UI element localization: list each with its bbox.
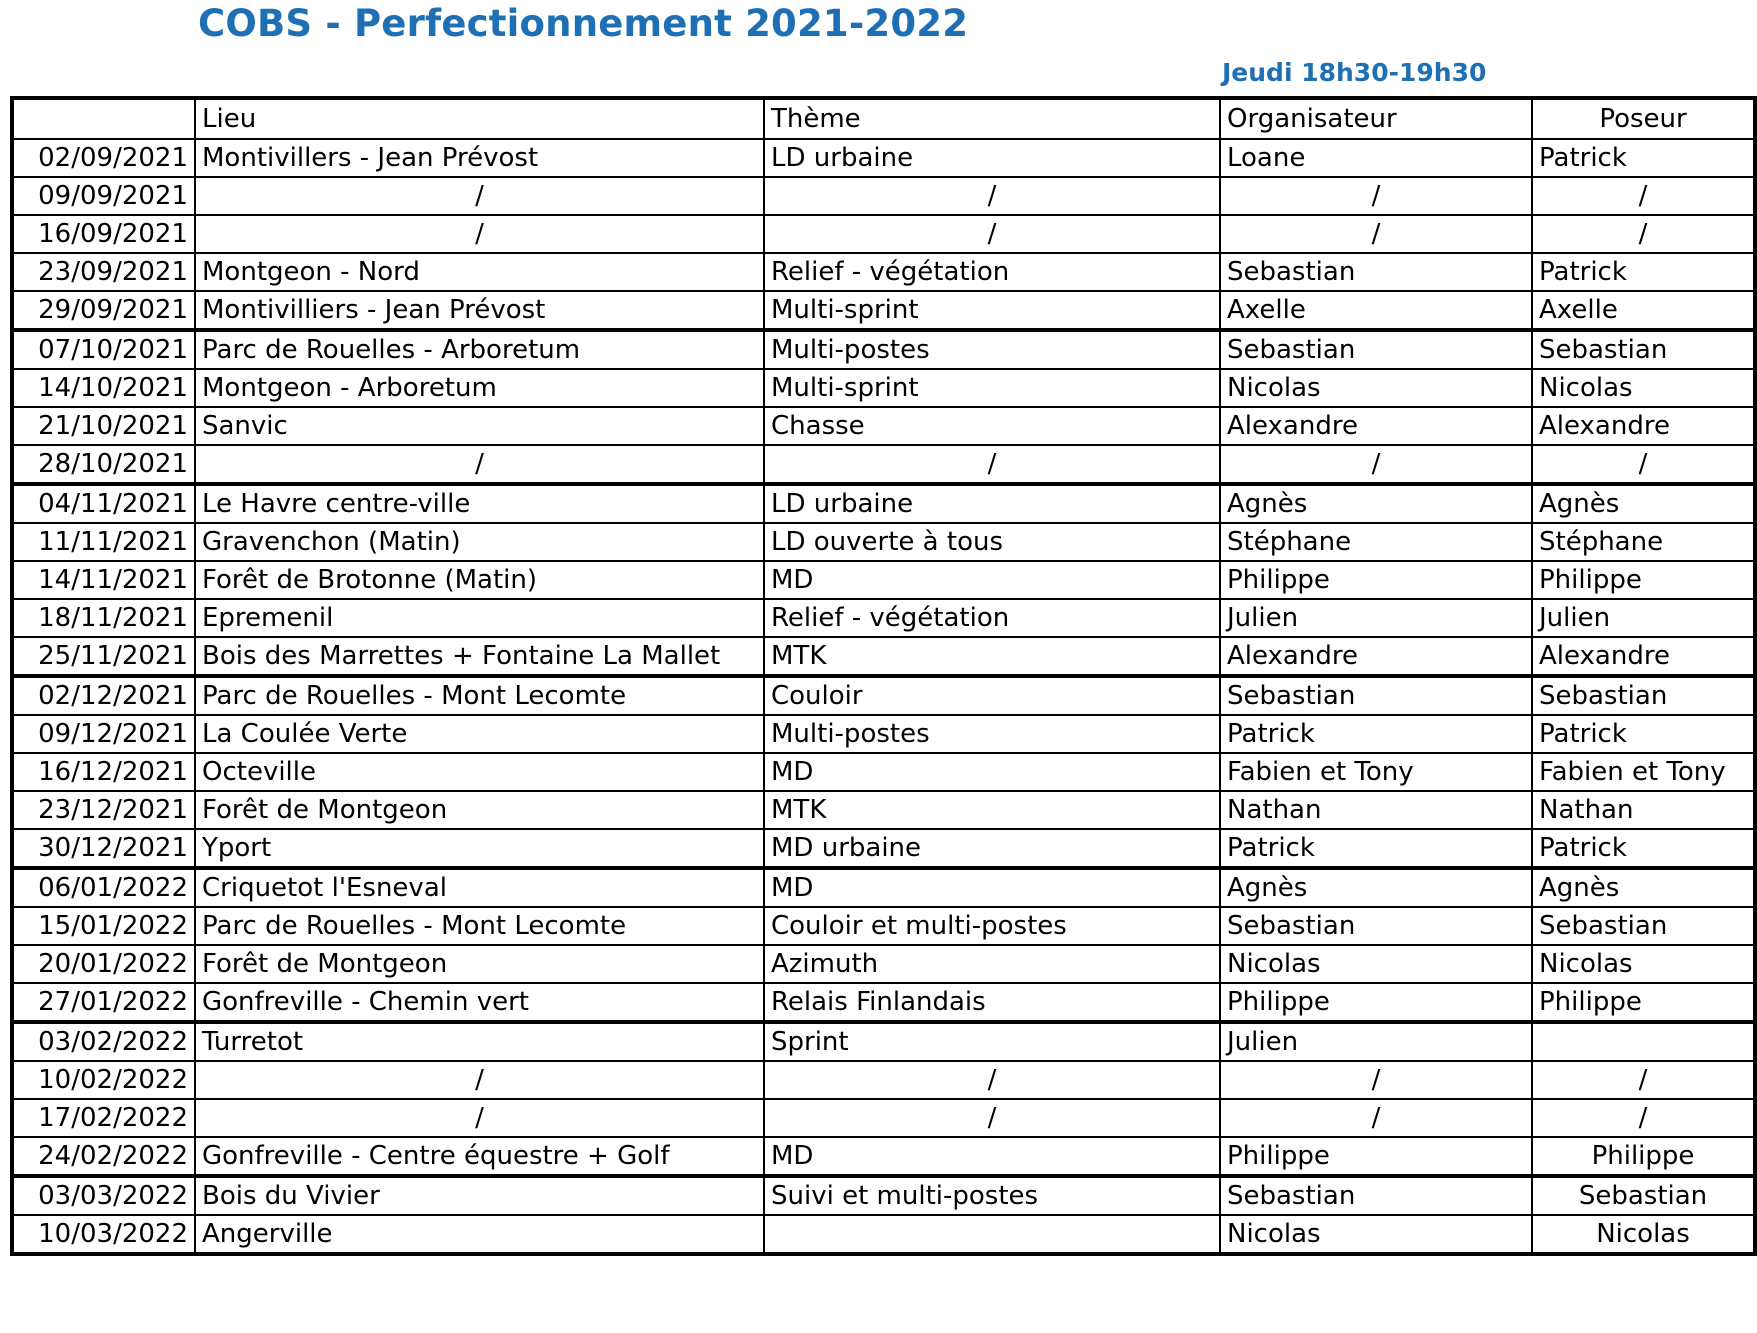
- organisateur-cell: Sebastian: [1220, 907, 1532, 945]
- poseur-cell: Sebastian: [1532, 1176, 1755, 1215]
- organisateur-cell: /: [1220, 1061, 1532, 1099]
- table-row: [12, 791, 1755, 829]
- lieu-cell: Criquetot l'Esneval: [195, 868, 764, 907]
- date-cell: 23/12/2021: [12, 791, 195, 829]
- table-row: [12, 561, 1755, 599]
- lieu-cell: Sanvic: [195, 407, 764, 445]
- table-row: [12, 983, 1755, 1022]
- poseur-cell: Philippe: [1532, 561, 1755, 599]
- date-cell: 03/03/2022: [12, 1176, 195, 1215]
- schedule-time: Jeudi 18h30-19h30: [1222, 58, 1487, 87]
- date-cell: 10/03/2022: [12, 1215, 195, 1254]
- theme-cell: Couloir: [764, 676, 1220, 715]
- theme-cell: MTK: [764, 637, 1220, 676]
- theme-cell: /: [764, 445, 1220, 484]
- theme-cell: /: [764, 1061, 1220, 1099]
- organisateur-cell: Julien: [1220, 1022, 1532, 1061]
- lieu-cell: Parc de Rouelles - Mont Lecomte: [195, 676, 764, 715]
- date-cell: 25/11/2021: [12, 637, 195, 676]
- lieu-cell: Angerville: [195, 1215, 764, 1254]
- poseur-cell: Fabien et Tony: [1532, 753, 1755, 791]
- table-row: [12, 1137, 1755, 1176]
- theme-cell: /: [764, 177, 1220, 215]
- theme-cell: Sprint: [764, 1022, 1220, 1061]
- lieu-cell: Le Havre centre-ville: [195, 484, 764, 523]
- theme-cell: Multi-postes: [764, 715, 1220, 753]
- organisateur-cell: Nicolas: [1220, 1215, 1532, 1254]
- poseur-cell: /: [1532, 177, 1755, 215]
- table-row: [12, 599, 1755, 637]
- theme-cell: /: [764, 1099, 1220, 1137]
- lieu-cell: Parc de Rouelles - Mont Lecomte: [195, 907, 764, 945]
- theme-cell: Multi-sprint: [764, 291, 1220, 330]
- poseur-cell: Sebastian: [1532, 907, 1755, 945]
- theme-cell: Multi-sprint: [764, 369, 1220, 407]
- poseur-cell: Philippe: [1532, 1137, 1755, 1176]
- lieu-cell: Yport: [195, 829, 764, 868]
- poseur-cell: /: [1532, 445, 1755, 484]
- table-row: [12, 369, 1755, 407]
- table-row: [12, 407, 1755, 445]
- date-cell: 23/09/2021: [12, 253, 195, 291]
- organisateur-cell: /: [1220, 177, 1532, 215]
- lieu-cell: /: [195, 1061, 764, 1099]
- lieu-cell: Montgeon - Arboretum: [195, 369, 764, 407]
- theme-cell: MD: [764, 753, 1220, 791]
- theme-cell: MTK: [764, 791, 1220, 829]
- table-row: [12, 484, 1755, 523]
- organisateur-cell: Philippe: [1220, 983, 1532, 1022]
- date-cell: 21/10/2021: [12, 407, 195, 445]
- page-title: COBS - Perfectionnement 2021-2022: [198, 2, 969, 45]
- organisateur-cell: Sebastian: [1220, 330, 1532, 369]
- date-cell: 06/01/2022: [12, 868, 195, 907]
- lieu-cell: Gonfreville - Centre équestre + Golf: [195, 1137, 764, 1176]
- lieu-cell: La Coulée Verte: [195, 715, 764, 753]
- poseur-cell: Nicolas: [1532, 945, 1755, 983]
- date-cell: 11/11/2021: [12, 523, 195, 561]
- date-cell: 29/09/2021: [12, 291, 195, 330]
- poseur-cell: Alexandre: [1532, 407, 1755, 445]
- organisateur-cell: /: [1220, 215, 1532, 253]
- date-cell: 24/02/2022: [12, 1137, 195, 1176]
- table-row: [12, 753, 1755, 791]
- table-row: [12, 523, 1755, 561]
- organisateur-cell: /: [1220, 445, 1532, 484]
- date-cell: 02/12/2021: [12, 676, 195, 715]
- table-row: [12, 445, 1755, 484]
- poseur-cell: Patrick: [1532, 253, 1755, 291]
- date-cell: 04/11/2021: [12, 484, 195, 523]
- table-row: [12, 829, 1755, 868]
- poseur-cell: /: [1532, 1099, 1755, 1137]
- lieu-cell: Epremenil: [195, 599, 764, 637]
- table-row: [12, 291, 1755, 330]
- lieu-cell: Turretot: [195, 1022, 764, 1061]
- theme-cell: Multi-postes: [764, 330, 1220, 369]
- header-theme: Thème: [764, 98, 1220, 139]
- organisateur-cell: /: [1220, 1099, 1532, 1137]
- header-lieu: Lieu: [195, 98, 764, 139]
- theme-cell: LD urbaine: [764, 484, 1220, 523]
- table-row: [12, 868, 1755, 907]
- theme-cell: LD urbaine: [764, 139, 1220, 177]
- theme-cell: MD: [764, 1137, 1220, 1176]
- poseur-cell: Stéphane: [1532, 523, 1755, 561]
- poseur-cell: Nathan: [1532, 791, 1755, 829]
- table-row: [12, 637, 1755, 676]
- lieu-cell: Forêt de Montgeon: [195, 945, 764, 983]
- date-cell: 30/12/2021: [12, 829, 195, 868]
- poseur-cell: Nicolas: [1532, 369, 1755, 407]
- lieu-cell: /: [195, 215, 764, 253]
- header-organisateur: Organisateur: [1220, 98, 1532, 139]
- table-row: [12, 715, 1755, 753]
- organisateur-cell: Nicolas: [1220, 369, 1532, 407]
- date-cell: 09/12/2021: [12, 715, 195, 753]
- lieu-cell: Montgeon - Nord: [195, 253, 764, 291]
- theme-cell: Chasse: [764, 407, 1220, 445]
- poseur-cell: Agnès: [1532, 868, 1755, 907]
- organisateur-cell: Fabien et Tony: [1220, 753, 1532, 791]
- theme-cell: LD ouverte à tous: [764, 523, 1220, 561]
- header-poseur: Poseur: [1532, 98, 1755, 139]
- theme-cell: /: [764, 215, 1220, 253]
- theme-cell: Relais Finlandais: [764, 983, 1220, 1022]
- poseur-cell: Patrick: [1532, 715, 1755, 753]
- date-cell: 28/10/2021: [12, 445, 195, 484]
- organisateur-cell: Patrick: [1220, 715, 1532, 753]
- date-cell: 18/11/2021: [12, 599, 195, 637]
- date-cell: 14/11/2021: [12, 561, 195, 599]
- schedule-table: [10, 96, 1757, 1256]
- poseur-cell: /: [1532, 1061, 1755, 1099]
- table-row: [12, 1022, 1755, 1061]
- poseur-cell: Julien: [1532, 599, 1755, 637]
- header-date: [12, 98, 195, 139]
- theme-cell: MD: [764, 868, 1220, 907]
- table-row: [12, 907, 1755, 945]
- date-cell: 07/10/2021: [12, 330, 195, 369]
- table-row: [12, 1176, 1755, 1215]
- organisateur-cell: Stéphane: [1220, 523, 1532, 561]
- table-row: [12, 676, 1755, 715]
- lieu-cell: Bois des Marrettes + Fontaine La Mallet: [195, 637, 764, 676]
- lieu-cell: Bois du Vivier: [195, 1176, 764, 1215]
- table-row: [12, 945, 1755, 983]
- date-cell: 02/09/2021: [12, 139, 195, 177]
- organisateur-cell: Alexandre: [1220, 407, 1532, 445]
- poseur-cell: Philippe: [1532, 983, 1755, 1022]
- theme-cell: MD: [764, 561, 1220, 599]
- poseur-cell: Agnès: [1532, 484, 1755, 523]
- theme-cell: Suivi et multi-postes: [764, 1176, 1220, 1215]
- lieu-cell: Parc de Rouelles - Arboretum: [195, 330, 764, 369]
- date-cell: 17/02/2022: [12, 1099, 195, 1137]
- schedule-body: [12, 139, 1755, 1254]
- theme-cell: Relief - végétation: [764, 599, 1220, 637]
- lieu-cell: Forêt de Brotonne (Matin): [195, 561, 764, 599]
- organisateur-cell: Axelle: [1220, 291, 1532, 330]
- organisateur-cell: Philippe: [1220, 1137, 1532, 1176]
- lieu-cell: /: [195, 1099, 764, 1137]
- lieu-cell: Octeville: [195, 753, 764, 791]
- table-row: [12, 177, 1755, 215]
- table-row: [12, 1061, 1755, 1099]
- date-cell: 10/02/2022: [12, 1061, 195, 1099]
- table-row: [12, 330, 1755, 369]
- poseur-cell: Patrick: [1532, 829, 1755, 868]
- poseur-cell: Axelle: [1532, 291, 1755, 330]
- poseur-cell: Sebastian: [1532, 330, 1755, 369]
- lieu-cell: /: [195, 177, 764, 215]
- theme-cell: Relief - végétation: [764, 253, 1220, 291]
- lieu-cell: Montivilliers - Jean Prévost: [195, 291, 764, 330]
- lieu-cell: Forêt de Montgeon: [195, 791, 764, 829]
- table-row: [12, 215, 1755, 253]
- theme-cell: MD urbaine: [764, 829, 1220, 868]
- organisateur-cell: Alexandre: [1220, 637, 1532, 676]
- poseur-cell: Sebastian: [1532, 676, 1755, 715]
- theme-cell: [764, 1215, 1220, 1254]
- poseur-cell: Patrick: [1532, 139, 1755, 177]
- organisateur-cell: Nathan: [1220, 791, 1532, 829]
- organisateur-cell: Julien: [1220, 599, 1532, 637]
- organisateur-cell: Sebastian: [1220, 676, 1532, 715]
- lieu-cell: Gravenchon (Matin): [195, 523, 764, 561]
- organisateur-cell: Agnès: [1220, 868, 1532, 907]
- table-row: [12, 1099, 1755, 1137]
- poseur-cell: /: [1532, 215, 1755, 253]
- lieu-cell: Gonfreville - Chemin vert: [195, 983, 764, 1022]
- poseur-cell: Nicolas: [1532, 1215, 1755, 1254]
- table-row: [12, 253, 1755, 291]
- organisateur-cell: Sebastian: [1220, 1176, 1532, 1215]
- date-cell: 09/09/2021: [12, 177, 195, 215]
- date-cell: 16/09/2021: [12, 215, 195, 253]
- theme-cell: Couloir et multi-postes: [764, 907, 1220, 945]
- organisateur-cell: Loane: [1220, 139, 1532, 177]
- table-row: [12, 1215, 1755, 1254]
- organisateur-cell: Agnès: [1220, 484, 1532, 523]
- date-cell: 15/01/2022: [12, 907, 195, 945]
- date-cell: 14/10/2021: [12, 369, 195, 407]
- organisateur-cell: Sebastian: [1220, 253, 1532, 291]
- table-row: [12, 139, 1755, 177]
- organisateur-cell: Nicolas: [1220, 945, 1532, 983]
- organisateur-cell: Philippe: [1220, 561, 1532, 599]
- theme-cell: Azimuth: [764, 945, 1220, 983]
- date-cell: 27/01/2022: [12, 983, 195, 1022]
- date-cell: 16/12/2021: [12, 753, 195, 791]
- poseur-cell: Alexandre: [1532, 637, 1755, 676]
- lieu-cell: Montivillers - Jean Prévost: [195, 139, 764, 177]
- organisateur-cell: Patrick: [1220, 829, 1532, 868]
- header-row: [12, 98, 1755, 139]
- poseur-cell: [1532, 1022, 1755, 1061]
- date-cell: 03/02/2022: [12, 1022, 195, 1061]
- lieu-cell: /: [195, 445, 764, 484]
- date-cell: 20/01/2022: [12, 945, 195, 983]
